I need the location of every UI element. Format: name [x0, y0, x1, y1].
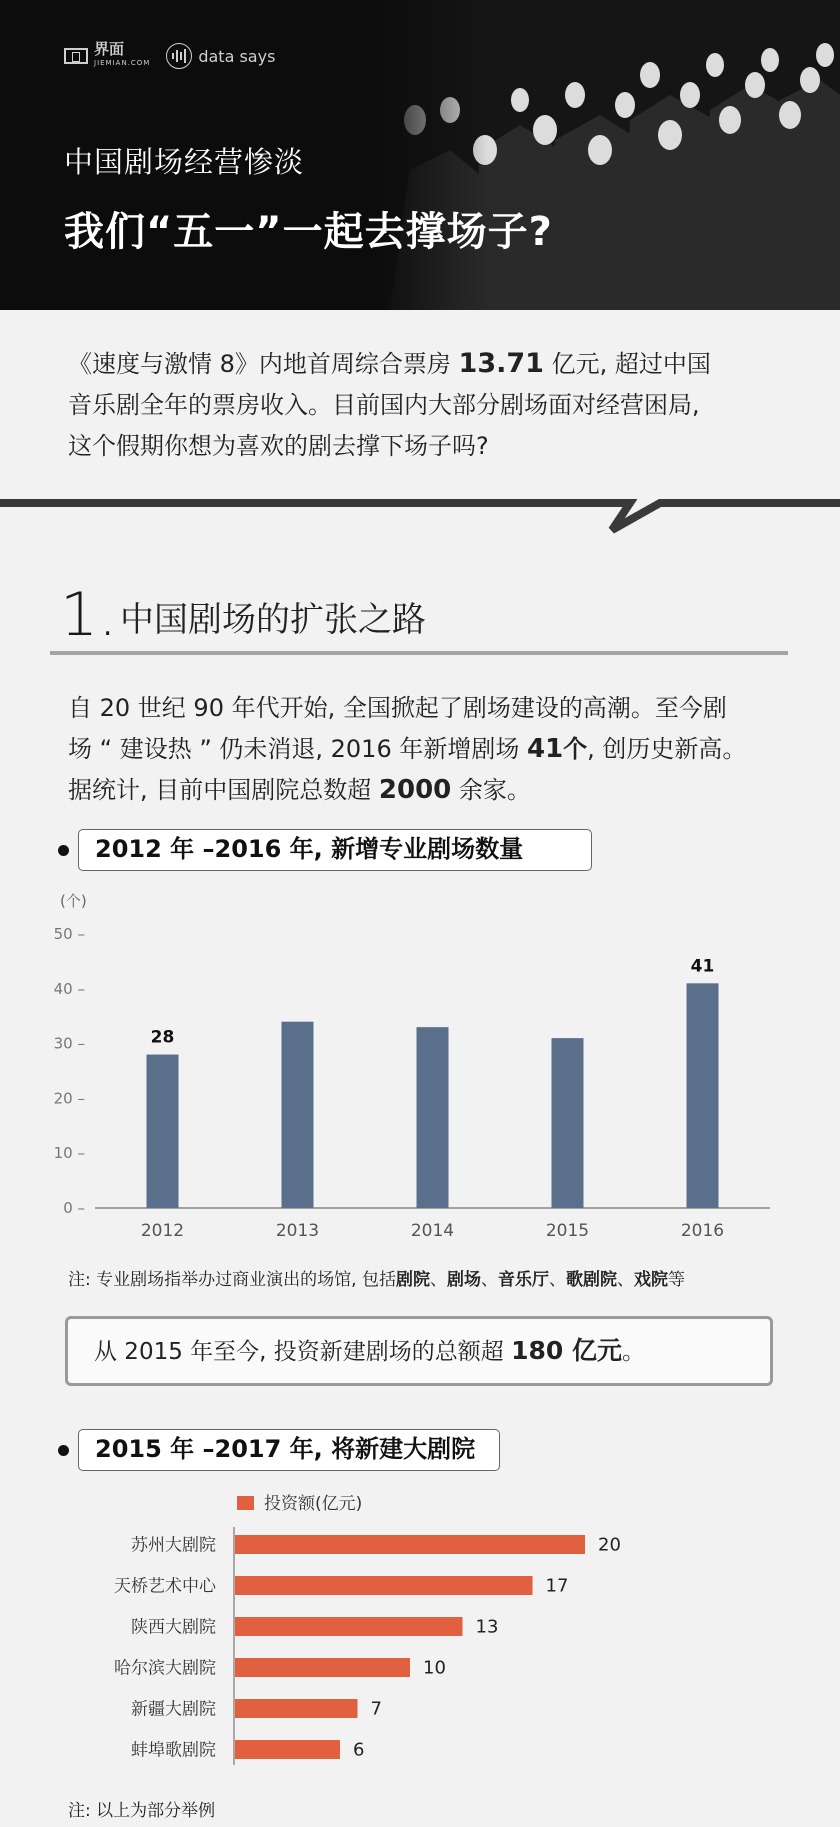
category-label: 哈尔滨大剧院 [114, 1658, 216, 1679]
jiemian-logo-icon [64, 48, 88, 64]
section-line2-pre: 场 “ 建设热 ” 仍未消退, 2016 年新增剧场 [68, 735, 527, 763]
bar [235, 1658, 410, 1677]
bar [235, 1699, 358, 1718]
data-label: 20 [598, 1534, 621, 1556]
bar [147, 1055, 179, 1208]
new-theatres-unit: 个 [563, 735, 588, 763]
chart1-title-tag: 2012 年 –2016 年, 新增专业剧场数量 [78, 829, 592, 871]
note-item: 戏院 [633, 1270, 668, 1290]
y-tick-label: 10 – [53, 1144, 85, 1163]
data-label: 7 [370, 1698, 382, 1720]
category-label: 陕西大剧院 [131, 1617, 216, 1638]
jiemian-logo-domain: JIEMIAN.COM [94, 59, 151, 67]
category-label: 蚌埠歌剧院 [131, 1740, 216, 1761]
intro-line2: 音乐剧全年的票房收入。目前国内大部分剧场面对经营困局, [68, 391, 700, 419]
chart2-title-tag: 2015 年 –2017 年, 将新建大剧院 [78, 1429, 500, 1471]
bar [417, 1027, 449, 1208]
hero-title: 我们“五一”一起去撑场子? [64, 209, 553, 255]
callout-amount: 180 亿元 [511, 1336, 622, 1365]
section-line3-post: 余家。 [451, 776, 531, 804]
data-label: 6 [353, 1739, 365, 1761]
investment-callout [65, 1316, 773, 1386]
hero-banner [0, 0, 840, 310]
category-label: 天桥艺术中心 [114, 1576, 216, 1597]
category-label: 新疆大剧院 [131, 1699, 216, 1720]
chart2-note: 注: 以上为部分举例 [68, 1801, 216, 1821]
hero-subtitle: 中国剧场经营惨淡 [64, 145, 305, 179]
data-label: 13 [475, 1616, 499, 1638]
x-tick-label: 2015 [545, 1221, 590, 1241]
bar [235, 1740, 340, 1759]
intro-box-office-value: 13.71 [458, 348, 544, 379]
y-tick-label: 0 – [63, 1199, 85, 1217]
section-line2-post: , 创历史新高。 [587, 735, 747, 763]
datasays-logo-icon [166, 43, 192, 69]
datasays-logo [166, 43, 275, 69]
y-tick-label: 40 – [53, 979, 85, 998]
section-line3-pre: 据统计, 目前中国剧院总数超 [68, 776, 379, 804]
x-tick-label: 2014 [410, 1221, 455, 1241]
intro-line1-post: 亿元, 超过中国 [543, 350, 711, 378]
x-tick-label: 2012 [140, 1221, 185, 1241]
new-theatres-2016-value: 41 [526, 734, 564, 764]
jiemian-logo [64, 42, 150, 70]
new-theatres-bar-chart [0, 880, 840, 1260]
data-label: 41 [690, 956, 715, 977]
total-theatres-value: 2000 [378, 775, 452, 805]
note-item: 音乐厅 [497, 1270, 549, 1290]
callout-post: 。 [621, 1339, 645, 1365]
bar [235, 1535, 585, 1554]
note-item: 剧院 [395, 1270, 430, 1290]
chart1-bullet [58, 845, 69, 856]
category-label: 苏州大剧院 [131, 1535, 216, 1556]
jiemian-logo-text: 界面 [94, 40, 125, 58]
theatre-performers-photo [370, 0, 840, 310]
chart1-note: 注: 专业剧场指举办过商业演出的场馆, 包括剧院、剧场、音乐厅、歌剧院、戏院等 [68, 1270, 685, 1290]
bar [687, 983, 719, 1208]
logo-row [64, 42, 275, 70]
section-rule [50, 651, 788, 655]
bar [235, 1576, 533, 1595]
data-label: 28 [150, 1027, 175, 1048]
intro-paragraph [68, 343, 788, 467]
bar [235, 1617, 463, 1636]
y-tick-label: 20 – [53, 1089, 85, 1108]
x-tick-label: 2013 [275, 1221, 320, 1241]
legend-label: 投资额(亿元) [264, 1494, 363, 1514]
chart2-bullet [58, 1445, 69, 1456]
chart1-note-prefix: 注: 专业剧场指举办过商业演出的场馆, 包括 [68, 1270, 396, 1290]
section-title: 中国剧场的扩张之路 [120, 600, 426, 640]
callout-pre: 从 2015 年至今, 投资新建剧场的总额超 [94, 1339, 512, 1365]
y-tick-label: 30 – [53, 1034, 85, 1053]
note-item: 歌剧院 [565, 1270, 617, 1290]
legend-swatch [237, 1496, 254, 1510]
section-paragraph [68, 688, 788, 811]
y-unit-label: (个) [60, 892, 87, 910]
intro-line3: 这个假期你想为喜欢的剧去撑下场子吗? [68, 432, 489, 460]
zigzag-divider [0, 488, 840, 538]
section-line1: 自 20 世纪 90 年代开始, 全国掀起了剧场建设的高潮。至今剧 [68, 694, 727, 722]
new-grand-theatres-bar-chart [0, 1485, 840, 1775]
note-item: 剧场 [446, 1270, 481, 1290]
y-tick-label: 50 – [53, 925, 85, 943]
intro-line1-pre: 《速度与激情 8》内地首周综合票房 [68, 350, 459, 378]
chart1-note-suffix: 等 [667, 1270, 685, 1290]
section-number: 1. [60, 580, 118, 650]
data-label: 17 [545, 1575, 569, 1597]
datasays-logo-text: data says [198, 46, 276, 66]
bar [282, 1022, 314, 1208]
data-label: 10 [423, 1657, 446, 1679]
bar [552, 1038, 584, 1208]
x-tick-label: 2016 [680, 1221, 725, 1241]
